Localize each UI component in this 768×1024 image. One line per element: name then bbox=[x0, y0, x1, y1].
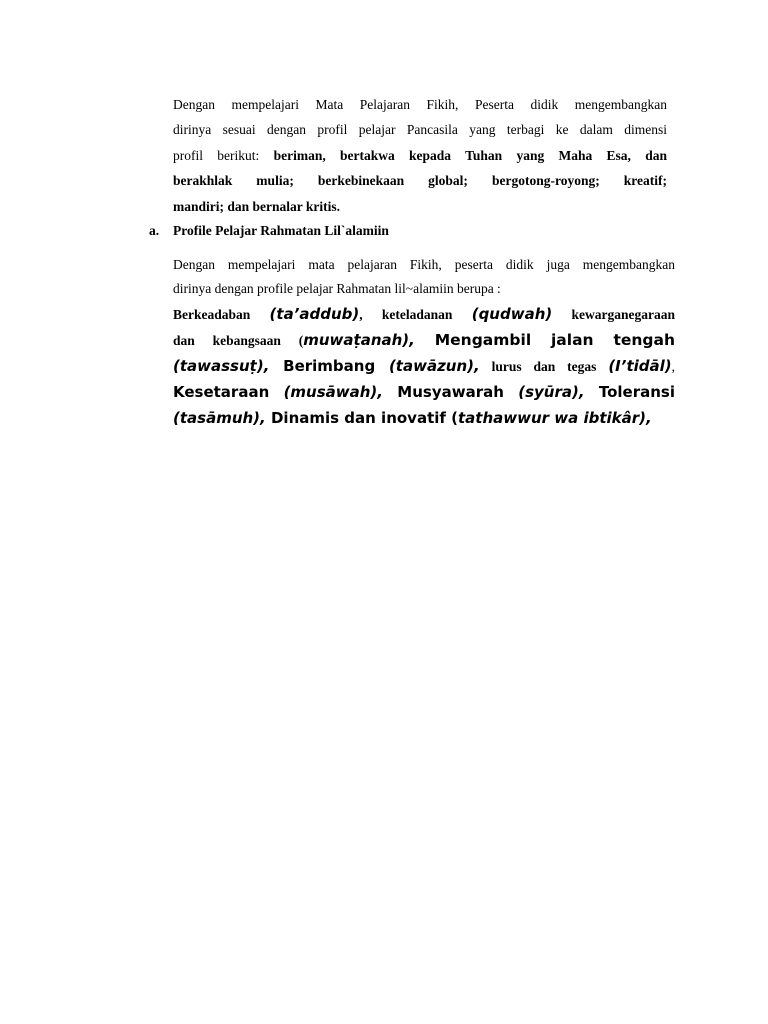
profile-dimensions-bold: beriman, bertakwa kepada Tuhan yang Maha Esa, dan bbox=[273, 148, 667, 163]
term-taaddub: (ta’addub) bbox=[269, 305, 360, 323]
section-a-heading bbox=[149, 222, 389, 240]
intro-line-3 bbox=[173, 147, 667, 165]
value-dan-kebangsaan: dan kebangsaan ( bbox=[173, 333, 304, 348]
rahmatan-line-1: Dengan mempelajari mata pelajaran Fikih, peserta didik juga mengembangkan bbox=[173, 257, 675, 272]
term-muwatanah: muwaṭanah), bbox=[303, 331, 415, 349]
value-kesetaraan: Kesetaraan bbox=[173, 383, 284, 401]
term-tawassut: (tawassuṭ), bbox=[173, 357, 270, 375]
value-kewarganegaraan: kewarganegaraan bbox=[552, 307, 676, 322]
term-musawah: (musāwah), bbox=[283, 383, 383, 401]
value-dinamis-inovatif: Dinamis dan inovatif ( bbox=[265, 409, 458, 427]
value-mengambil-jalan-tengah: Mengambil jalan tengah bbox=[414, 331, 675, 349]
intro-line-3-plain: profil berikut: bbox=[173, 148, 274, 163]
value-berimbang: Berimbang bbox=[269, 357, 389, 375]
comma: , bbox=[359, 307, 382, 322]
term-syura: (syūra), bbox=[518, 383, 585, 401]
rahmatan-line-7 bbox=[173, 409, 652, 428]
term-itidal: (I’tidāl) bbox=[608, 357, 672, 375]
term-qudwah: (qudwah) bbox=[471, 305, 553, 323]
section-a-title: Profile Pelajar Rahmatan Lil`alamiin bbox=[173, 223, 389, 238]
intro-line-4: berakhlak mulia; berkebinekaan global; bergotong-royong; kreatif; bbox=[173, 173, 667, 188]
value-keteladanan: keteladanan bbox=[381, 307, 472, 322]
value-musyawarah: Musyawarah bbox=[383, 383, 519, 401]
term-tathawwur: tathawwur wa ibtikâr), bbox=[458, 409, 652, 427]
intro-line-2: dirinya sesuai dengan profil pelajar Pancasila yang terbagi ke dalam dimensi bbox=[173, 122, 667, 137]
rahmatan-line-3 bbox=[173, 305, 675, 324]
rahmatan-line-5 bbox=[173, 357, 675, 376]
value-lurus-dan-tegas: lurus dan tegas bbox=[479, 359, 609, 374]
section-a-marker: a. bbox=[149, 223, 160, 238]
intro-line-1: Dengan mempelajari Mata Pelajaran Fikih, Peserta didik mengembangkan bbox=[173, 97, 667, 112]
comma: , bbox=[671, 359, 675, 374]
rahmatan-line-2: dirinya dengan profile pelajar Rahmatan lil~alamiin berupa : bbox=[173, 281, 501, 296]
rahmatan-line-4 bbox=[173, 331, 675, 350]
value-toleransi: Toleransi bbox=[584, 383, 675, 401]
intro-line-5: mandiri; dan bernalar kritis. bbox=[173, 199, 341, 214]
term-tawazun: (tawāzun), bbox=[388, 357, 480, 375]
value-berkeadaban: Berkeadaban bbox=[173, 307, 270, 322]
term-tasamuh: (tasāmuh), bbox=[173, 409, 266, 427]
rahmatan-line-6 bbox=[173, 383, 675, 402]
